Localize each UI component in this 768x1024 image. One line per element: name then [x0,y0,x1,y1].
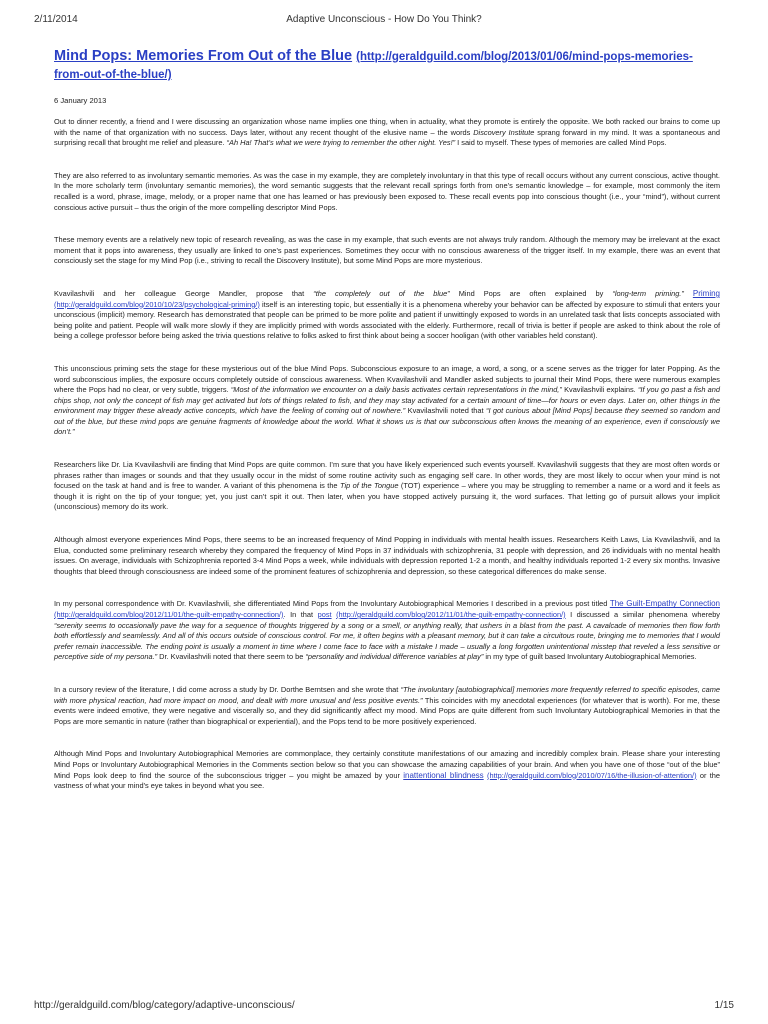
print-footer [34,1000,734,1014]
priming-link-url[interactable]: (http://geraldguild.com/blog/2010/10/23/psychological-priming/) [54,299,260,309]
post-link-url[interactable]: (http://geraldguild.com/blog/2012/11/01/the-guilt-empathy-connection/) [336,610,566,619]
paragraph-6: Researchers like Dr. Lia Kvavilashvili are finding that Mind Pops are quite common. I’m sure that you have likely experienced such events yourself. Kvavilashvili suggests that they are most often words or phrases rather than images or sounds and that they usually occur in the midst of some routine activity such as engaging self care. In other words, they are most likely to occur when your mind is not focused on the task at hand and is free to wander. A variant of this phenomena is the Tip of the Tongue (TOT) experience – where you may be struggling to remember a name or a word and it feels as though it is right on the tip of your tongue; yet, you just can’t spit it out. Then later, when you have stopped actively pursuing it, the word surfaces. That letting go of pursuit allows your implicit (unconscious) memory do its work. [54,460,721,512]
guilt-empathy-link-url[interactable]: (http://geraldguild.com/blog/2012/11/01/the-guilt-empathy-connection/) [54,610,284,619]
post-link[interactable]: post [317,610,332,619]
paragraph-7: Although almost everyone experiences Mind Pops, there seems to be an increased frequency of Mind Popping in individuals with mental health issues. Researchers Keith Laws, Lia Kvavilashvili, and Ia Elua, conducted some preliminary research whereby they compared the frequency of Mind Pops in 37 individuals with schizophrenia, 31 people with depression, and 26 individuals with no mental health issues. On average, individuals with Schizophrenia reported 3-4 Mind Pops a week, while individuals with depression reported 1-2 a month, and healthy individuals reported 1-2 every six months. Invasive thoughts that bleed through consciousness are indeed some of the prominent features of schizophrenia and depression, so these categorical differences do make sense. [54,535,720,576]
paragraph-2: They are also referred to as involuntary semantic memories. As was the case in my example, they are completely involuntary in that this type of recall occurs without any current conscious, active thought. In the more scholarly term (involuntary semantic memories), the word semantic suggests that the relevant recall springs forth from one’s semantic knowledge – for example, most commonly the item recalled is a word, phrase, image, melody, or a proper name that one has learned or has previously been exposed to. These recall events pop into conscious thought (i.e., your “mind”), without current conscious active pursuit – thus the origin of the more compelling descriptor Mind Pops. [54,170,720,212]
inattentional-blindness-link[interactable]: inattentional blindness [403,770,484,780]
paragraph-1: Out to dinner recently, a friend and I were discussing an organization whose name implies one thing, when in actuality, what they promote is entirely the opposite. We both racked our brains to come up with the name of that organization with no success. Days later, without any recent thought of the elusive name – the words Discovery Institute sprang forward in my mind. It was a spontaneous and surprising recall that brought me relief and pleasure. “Ah Ha! That’s what we were trying to remember the other night. Yes!” I said to myself. These types of memories are called Mind Pops. [54,117,720,148]
article-title-link[interactable]: Mind Pops: Memories From Out of the Blue [54,48,353,64]
paragraph-3: These memory events are a relatively new topic of research revealing, as was the case in my example, that such events are not always truly random. Although the memory may be irrelevant at the exact moment that it pops into awareness, they usually are linked to one’s past experiences. Sometimes they occur with no conscious awareness of the trigger itself. In my example, there was an event that consciously set the stage for my Mind Pop (i.e., striving to recall the Discovery Institute), but some Mind Pops are more mysterious. [54,235,720,266]
article-title-url[interactable]: (http://geraldguild.com/blog/2013/01/06/mind-pops-memories-from-out-of-the-blue/) [54,51,693,81]
print-page-title: Adaptive Unconscious - How Do You Think? [286,14,482,25]
paragraph-8: In my personal correspondence with Dr. Kvavilashvili, she differentiated Mind Pops from the Involuntary Autobiographical Memories I described in a previous post titled The Guilt-Empathy Connection (http://geraldguild.com/blog/2012/11/01/the-guilt-empathy-connection/). In that post (http://geraldguild.com/blog/2012/11/01/the-guilt-empathy-connection/) I discussed a similar phenomena whereby “serenity seems to occasionally pave the way for a sequence of thoughts triggered by a song or a smell, or anything really, that ushers in a blast from the past. A cavalcade of memories then flow forth both effortlessly and seamlessly. And all of this occurs outside of conscious control. For me, it often begins with a pleasant memory, but it can take a circuitous route, bringing me to memories that I would prefer remain inaccessible. The ending point is usually a moment in time where I come face to face with a mistake I made – usually a long forgotten unintentional misstep that reveled a less sensitive or perceptive side of my persona.” Dr. Kvavilashvili noted that there seem to be “personality and individual difference variables at play” in my type of guilt based Involuntary Autobiographical Memories. [54,599,720,662]
article [54,48,720,792]
article-title-block [54,48,720,84]
article-date: 6 January 2013 [54,96,107,105]
paragraph-9: In a cursory review of the literature, I did come across a study by Dr. Dorthe Berntsen and she wrote that “The involuntary [autobiographical] memories more frequently referred to specific episodes, came with more physical reaction, had more impact on mood, and dealt with more unusual and less positive events.” This coincides with my anecdotal experiences (for whatever that is worth). For me, these events were indeed emotive, they were negative and viscerally so, and they did significantly affect my mood. Mind Pops are quite different from such Involuntary Autobiographical Memories in that the Pops are more semantic in nature (rather than biographical or experiential), and the Pops tend to be more positively experienced. [54,684,721,726]
paragraph-5: This unconscious priming sets the stage for these mysterious out of the blue Mind Pops. Subconscious exposure to an image, a word, a song, or a scene serves as the trigger for later Popping. As the word subconscious implies, the exposure occurs completely outside of conscious awareness. When Kvavilashvili and Mandler asked subjects to journal their Mind Pops, there were numerous examples where the Pops had no clear, or very subtle, triggers. “Most of the information we encounter on a daily basis activates certain representations in the mind,” Kvavilashvili explains. “If you go past a fish and chips shop, not only the concept of fish may get activated but lots of things related to fish, and they may stay activated for a certain amount of time—for hours or even days. Later on, other things in the environment may trigger these already active concepts, which have the feeling of coming out of nowhere.” Kvavilashvili noted that “I got curious about [Mind Pops] because they seemed so random and out of the blue, but these mind pops are genuine fragments of knowledge about the world. What it shows us is that our subconscious often knows the meaning of an experience, even if consciously we don’t.” [54,363,721,437]
print-header [34,14,734,28]
guilt-empathy-link[interactable]: The Guilt-Empathy Connection [609,599,720,609]
priming-link[interactable]: Priming [692,288,720,298]
print-date: 2/11/2014 [34,14,78,25]
inattentional-blindness-link-url[interactable]: (http://geraldguild.com/blog/2010/07/16/the-illusion-of-attention/) [487,770,697,780]
page-number: 1/15 [714,1000,734,1011]
print-url: http://geraldguild.com/blog/category/adaptive-unconscious/ [34,1000,295,1011]
paragraph-10: Although Mind Pops and Involuntary Autobiographical Memories are commonplace, they certainly constitute manifestations of our amazing and incredibly complex brain. Please share your interesting Mind Pops or Involuntary Autobiographical Memories in the Comments section below so that you can showcase the amazing capabilities of your brain. And when you have one of those “out of the blue” Mind Pops look deep to find the source of the subconscious trigger – you might be amazed by your inattentional blindness (http://geraldguild.com/blog/2010/07/16/the-illusion-of-attention/) or the vastness of what your mind’s eye takes in beyond what you see. [54,749,720,791]
paragraph-4: Kvavilashvili and her colleague George Mandler, propose that “the completely out of the blue” Mind Pops are often explained by “long-term priming.” Priming (http://geraldguild.com/blog/2010/10/23/psychological-priming/) itself is an interesting topic, but essentially it is a phenomena whereby your behavior can be affected by exposure to stimuli that enters your unconscious (implicit) memory. Research has demonstrated that people can be primed to be more polite and patient if unwittingly exposed to words in an unrelated task that lists concepts associated with being polite and patient. People will walk more slowly if they are implicitly primed with words associated with the elderly. Furthermore, recall of trivia is better if people are asked to think about the role of being a college professor before being asked the trivia questions relative to folks asked to first think about being a soccer hooligan (with other variables held constant). [54,288,720,341]
